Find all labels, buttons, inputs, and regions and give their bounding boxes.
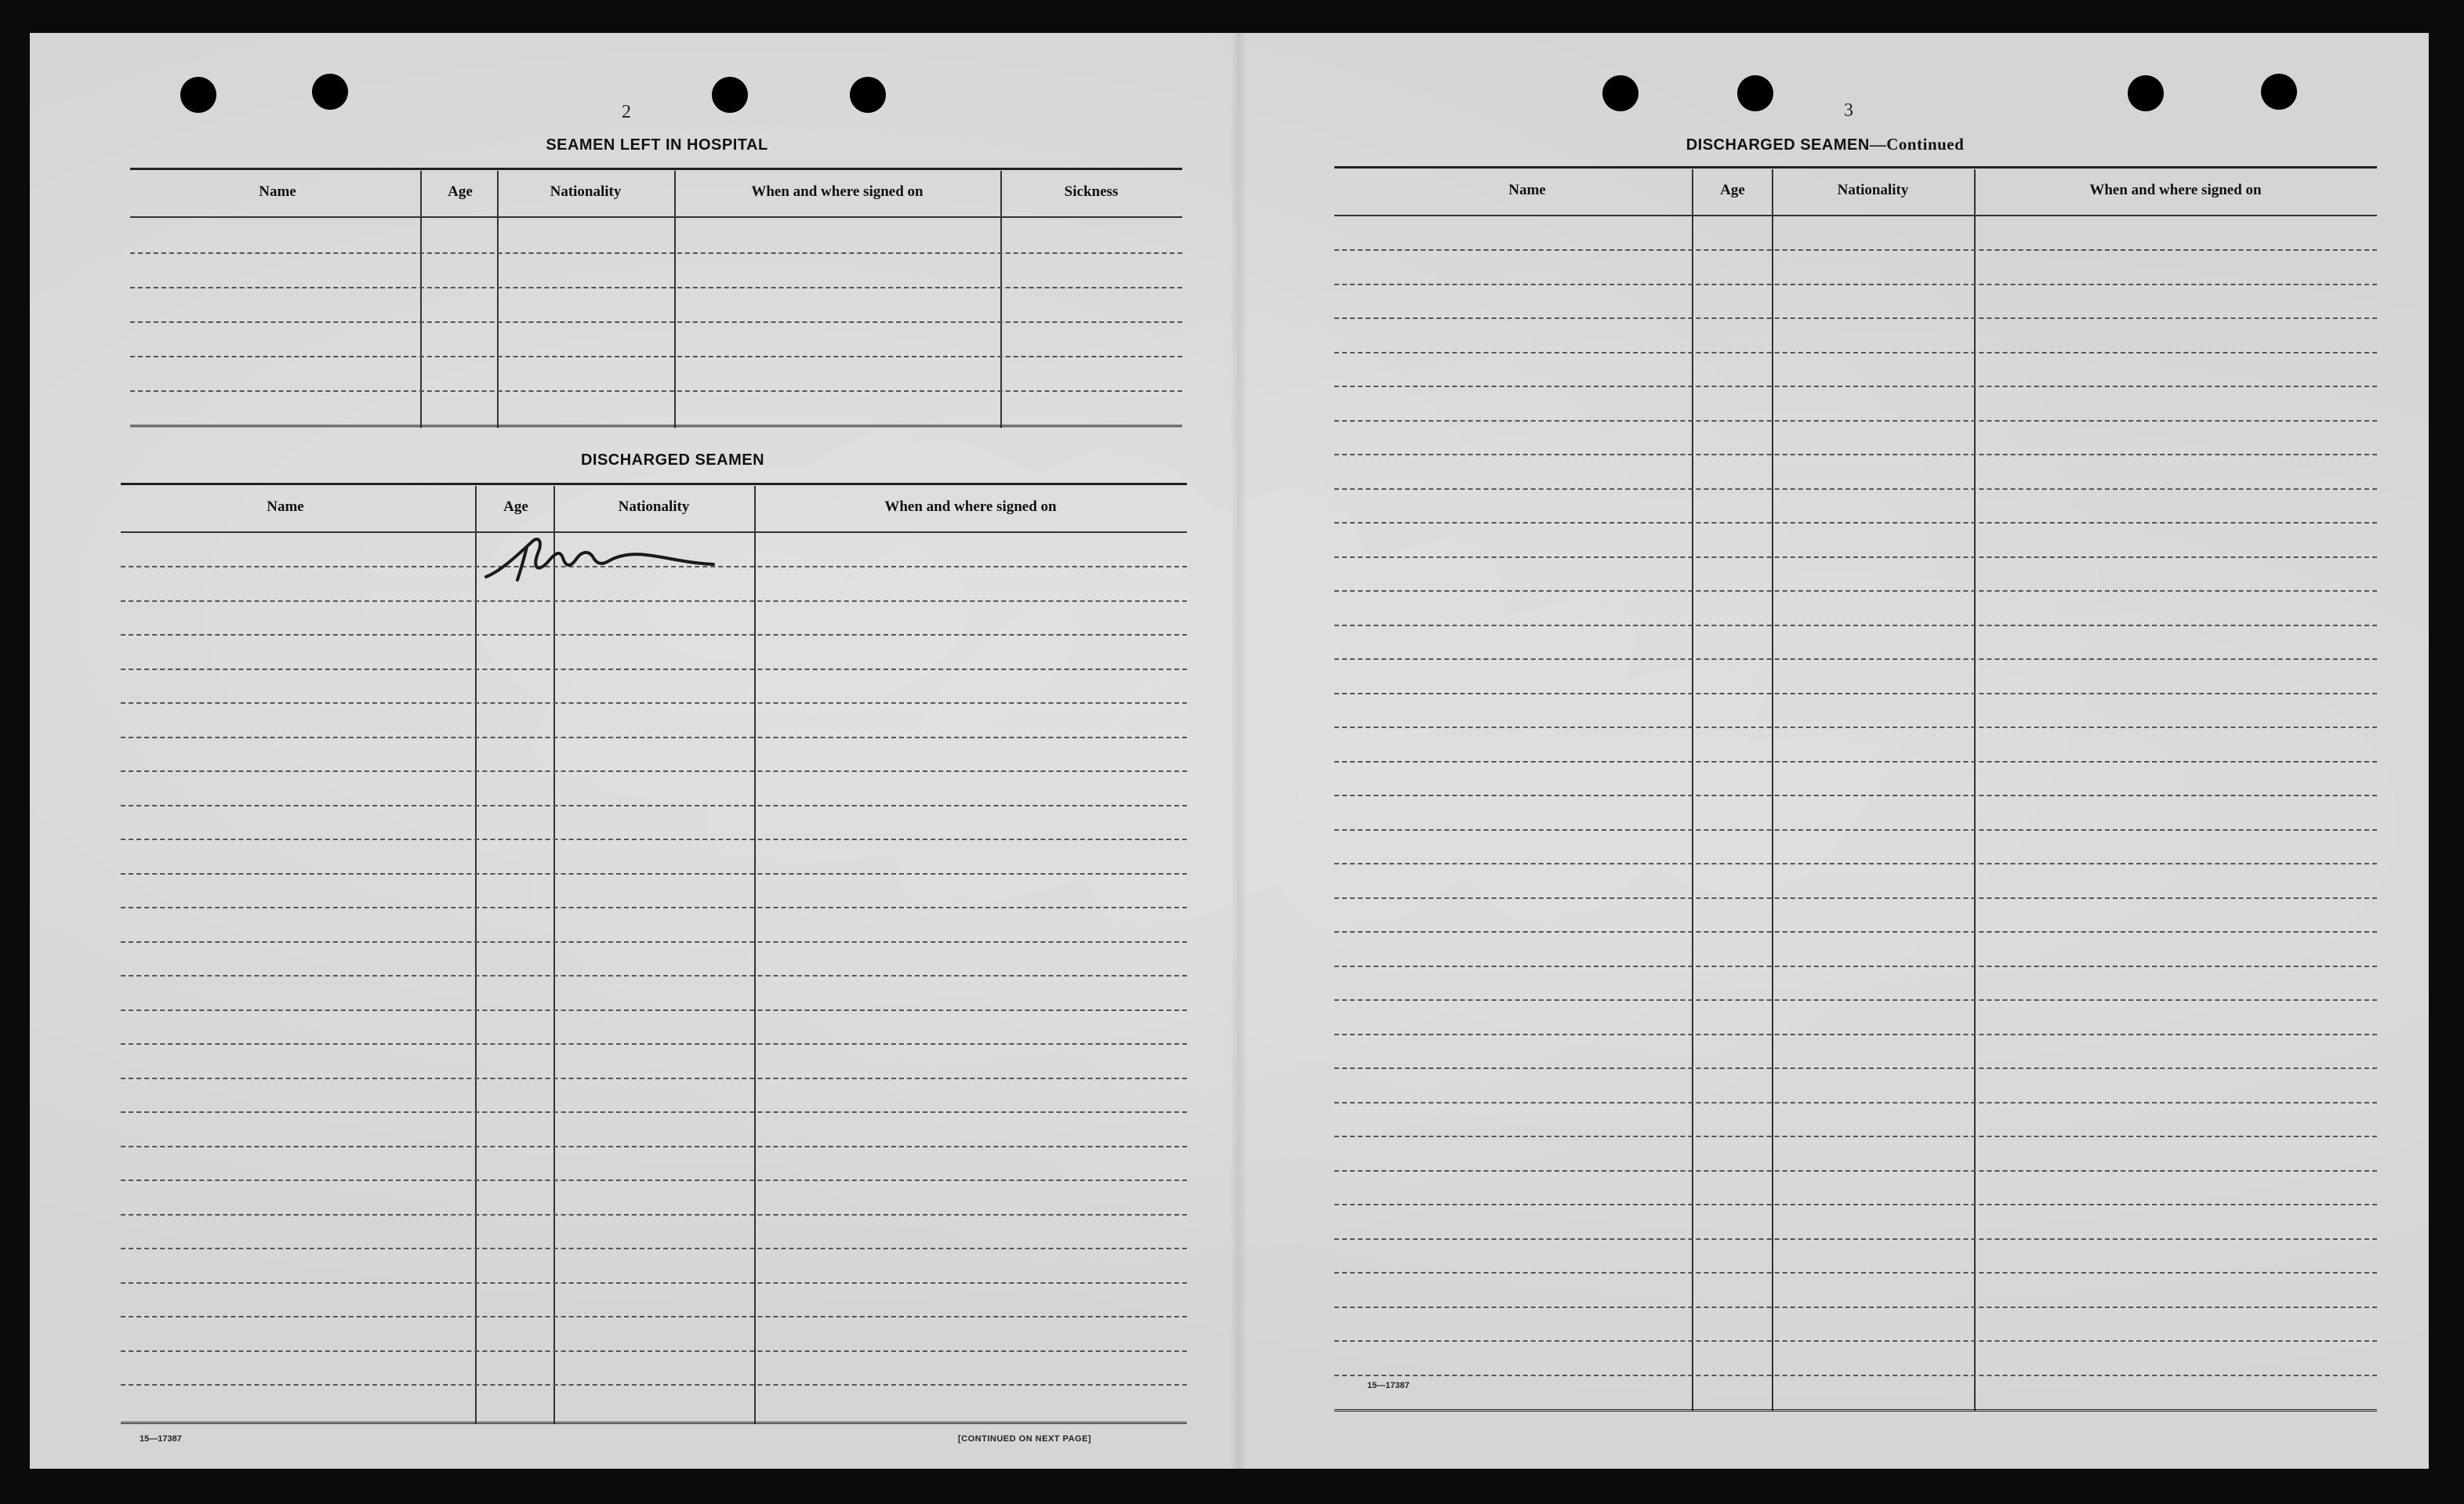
page-number: 2: [622, 102, 631, 122]
table-row-line: [1334, 795, 2377, 796]
col-age: Age: [503, 498, 528, 515]
continued-col-divider: [1974, 169, 1976, 1411]
page-number: 3: [1844, 100, 1853, 121]
discharged-continued-title-main: DISCHARGED SEAMEN: [1686, 136, 1870, 154]
table-row-line: [121, 600, 1187, 602]
hospital-table-header-rule: [130, 216, 1182, 218]
table-row-line: [1334, 1170, 2377, 1172]
table-row-line: [121, 1043, 1187, 1045]
hospital-col-divider: [1000, 171, 1002, 428]
table-row-line: [1334, 352, 2377, 353]
table-row-line: [1334, 249, 2377, 251]
table-row-line: [1334, 454, 2377, 455]
table-row-line: [121, 1384, 1187, 1386]
handwritten-none-text: None: [478, 531, 481, 532]
hospital-row-line: [130, 287, 1182, 288]
continued-table-header-rule: [1334, 215, 2377, 216]
table-row-line: [121, 634, 1187, 636]
continued-note: [CONTINUED ON NEXT PAGE]: [958, 1434, 1092, 1444]
table-row-line: [1334, 897, 2377, 899]
table-row-line: [1334, 693, 2377, 694]
table-row-line: [121, 669, 1187, 670]
table-row-line: [1334, 522, 2377, 524]
hospital-col-divider: [497, 171, 499, 428]
table-row-line: [1334, 420, 2377, 422]
col-name: Name: [259, 183, 296, 200]
col-name: Name: [1508, 182, 1546, 198]
table-row-line: [1334, 966, 2377, 967]
table-row-line: [1334, 1034, 2377, 1035]
table-row-line: [121, 770, 1187, 772]
table-row-line: [1334, 1375, 2377, 1376]
table-row-line: [1334, 556, 2377, 558]
table-row-line: [1334, 863, 2377, 864]
table-row-line: [1334, 931, 2377, 933]
table-row-line: [121, 1180, 1187, 1181]
form-number: 15—17387: [140, 1434, 182, 1444]
table-row-line: [121, 702, 1187, 704]
discharged-table-bottom-rule: [121, 1422, 1187, 1424]
col-nationality: Nationality: [618, 498, 690, 515]
discharged-continued-title: [1621, 135, 2029, 154]
table-row-line: [1334, 727, 2377, 728]
col-age: Age: [1720, 182, 1745, 198]
left-page: [30, 33, 1229, 1469]
table-row-line: [121, 805, 1187, 806]
table-row-line: [1334, 1272, 2377, 1274]
table-row-line: [121, 873, 1187, 875]
table-row-line: [121, 1009, 1187, 1011]
hospital-col-divider: [674, 171, 676, 428]
hospital-row-line: [130, 390, 1182, 392]
col-name: Name: [267, 498, 304, 515]
table-row-line: [1334, 999, 2377, 1001]
continued-table-bottom-rule: [1334, 1409, 2377, 1412]
discharged-section-title: DISCHARGED SEAMEN: [580, 451, 765, 469]
table-row-line: [121, 737, 1187, 738]
table-row-line: [1334, 386, 2377, 387]
col-age: Age: [448, 183, 473, 200]
table-row-line: [1334, 284, 2377, 285]
table-row-line: [1334, 1204, 2377, 1205]
table-row-line: [121, 1282, 1187, 1284]
table-row-line: [1334, 1136, 2377, 1137]
table-row-line: [1334, 1306, 2377, 1308]
document-sheet: [30, 33, 2429, 1469]
table-row-line: [1334, 761, 2377, 763]
col-when-where: When and where signed on: [2089, 182, 2262, 198]
hospital-row-line: [130, 321, 1182, 323]
table-row-line: [1334, 1238, 2377, 1240]
hospital-table-bottom-rule: [130, 425, 1182, 427]
table-row-line: [1334, 625, 2377, 626]
hospital-table-top-rule: [130, 168, 1182, 170]
hospital-row-line: [130, 356, 1182, 357]
col-nationality: Nationality: [550, 183, 622, 200]
table-row-line: [121, 1350, 1187, 1352]
col-when-where: When and where signed on: [751, 183, 924, 200]
col-sickness: Sickness: [1064, 183, 1119, 200]
table-row-line: [121, 1078, 1187, 1079]
hospital-section-title: SEAMEN LEFT IN HOSPITAL: [546, 136, 768, 154]
hospital-col-divider: [420, 171, 422, 428]
handwritten-none-signature: [478, 531, 729, 586]
table-row-line: [121, 1214, 1187, 1216]
table-row-line: [1334, 1102, 2377, 1104]
table-row-line: [121, 1248, 1187, 1249]
table-row-line: [1334, 658, 2377, 660]
discharged-continued-title-suffix: —Continued: [1869, 135, 1965, 154]
col-nationality: Nationality: [1837, 182, 1909, 198]
hospital-row-line: [130, 252, 1182, 254]
table-row-line: [121, 1146, 1187, 1147]
table-row-line: [121, 839, 1187, 840]
table-row-line: [1334, 590, 2377, 592]
continued-col-divider: [1692, 169, 1693, 1411]
table-row-line: [1334, 1067, 2377, 1069]
continued-col-divider: [1772, 169, 1773, 1411]
right-page: [1229, 33, 2429, 1469]
form-number: 15—17387: [1367, 1381, 1410, 1390]
continued-table-top-rule: [1334, 166, 2377, 169]
table-row-line: [121, 975, 1187, 977]
table-row-line: [121, 941, 1187, 943]
table-row-line: [121, 1316, 1187, 1317]
table-row-line: [1334, 1340, 2377, 1342]
discharged-table-top-rule: [121, 483, 1187, 485]
table-row-line: [121, 907, 1187, 908]
table-row-line: [121, 1111, 1187, 1113]
table-row-line: [1334, 488, 2377, 490]
col-when-where: When and where signed on: [884, 498, 1057, 515]
table-row-line: [1334, 317, 2377, 319]
table-row-line: [1334, 829, 2377, 831]
